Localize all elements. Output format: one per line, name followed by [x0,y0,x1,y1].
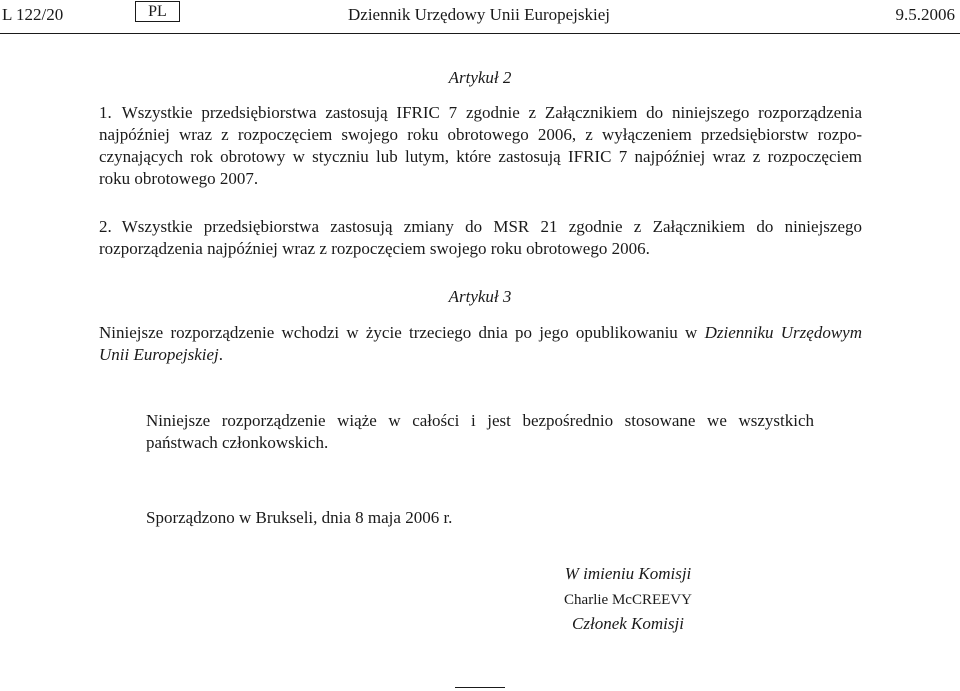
paragraph-line: Niniejsze rozporządzenie wiąże w całości i jest bezpośrednio stosowane we wszystkich [146,411,814,430]
paragraph-number: 2. [99,217,112,236]
end-rule [455,687,505,688]
signature-on-behalf: W imieniu Komisji [564,564,692,583]
paragraph-number: 1. [99,103,112,122]
article-3-heading: Artykuł 3 [448,287,512,306]
paragraph-line: rozporządzenia najpóźniej wraz z rozpoczęciem swojego roku obrotowego 2006. [99,239,650,258]
article-2-paragraph-1 [99,102,862,190]
page-reference: L 122/20 [2,5,64,24]
article-3-paragraph [99,322,862,366]
paragraph-line: państwach członkowskich. [146,433,329,452]
article-2-paragraph-2 [99,216,862,260]
publication-date: 9.5.2006 [895,5,955,24]
paragraph-line: Unii Europejskiej. [99,345,224,364]
journal-name-italic: Unii Europejskiej [99,345,219,364]
journal-title: Dziennik Urzędowy Unii Europejskiej [348,5,611,24]
binding-clause [146,410,814,454]
paragraph-line: 2. Wszystkie przedsiębiorstwa zastosują zmiany do MSR 21 zgodnie z Załącznikiem do niniejszego [99,217,862,236]
page-header [0,0,960,34]
article-2-heading: Artykuł 2 [448,68,512,87]
journal-name-italic: Dzienniku Urzędowym [704,323,862,342]
signatory-role: Członek Komisji [572,614,684,633]
paragraph-line: 1. Wszystkie przedsiębiorstwa zastosują IFRIC 7 zgodnie z Załącznikiem do niniejszego rozporządzenia [99,103,862,122]
paragraph-line: Niniejsze rozporządzenie wchodzi w życie trzeciego dnia po jego opublikowaniu w Dzienniku Urzędowym [99,323,862,342]
paragraph-line: roku obrotowego 2007. [99,169,259,188]
paragraph-line: czynających rok obrotowy w styczniu lub lutym, które zastosują IFRIC 7 najpóźniej wraz z rozpoczęciem [99,147,862,166]
header-rule [0,33,960,34]
signatory-name: Charlie McCREEVY [564,592,692,608]
done-at-statement: Sporządzono w Brukseli, dnia 8 maja 2006 r. [146,508,453,527]
paragraph-line: najpóźniej wraz z rozpoczęciem swojego roku obrotowego 2006, z wyłączeniem przedsiębiorstw rozpo- [99,125,862,144]
language-code-box: PL [135,1,180,22]
